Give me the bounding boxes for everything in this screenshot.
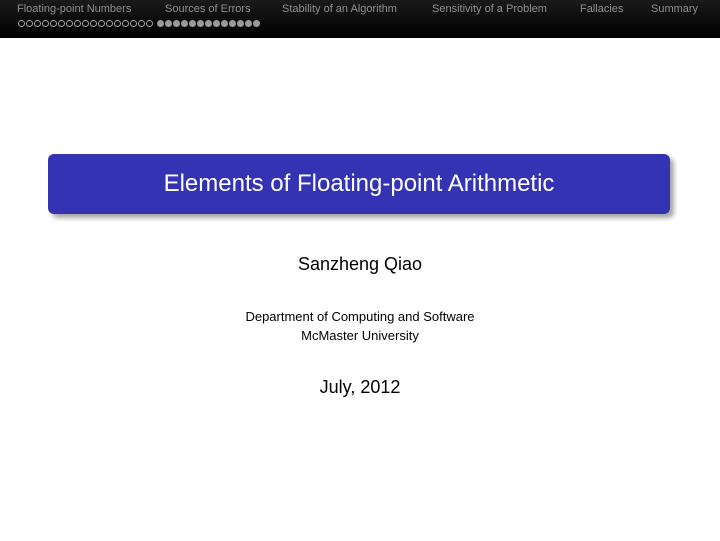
frame-dot[interactable]: [130, 20, 137, 27]
frame-dot[interactable]: [82, 20, 89, 27]
frame-dot[interactable]: [229, 20, 236, 27]
frame-dot[interactable]: [74, 20, 81, 27]
frame-dot[interactable]: [90, 20, 97, 27]
author-name: Sanzheng Qiao: [297, 254, 423, 274]
frame-dot[interactable]: [146, 20, 153, 27]
frame-dot[interactable]: [173, 20, 180, 27]
section-navigation: [0, 3, 720, 17]
frame-dot[interactable]: [221, 20, 228, 27]
frame-dot[interactable]: [197, 20, 204, 27]
frame-dot[interactable]: [157, 20, 164, 27]
nav-section-sensitivity-of-a-problem[interactable]: Sensitivity of a Problem: [432, 3, 547, 15]
frame-dot[interactable]: [50, 20, 57, 27]
frame-dot[interactable]: [138, 20, 145, 27]
frame-dot[interactable]: [34, 20, 41, 27]
frame-dot[interactable]: [98, 20, 105, 27]
nav-section-sources-of-errors[interactable]: Sources of Errors: [165, 3, 251, 15]
presentation-date: July, 2012: [319, 377, 401, 397]
frame-dot[interactable]: [114, 20, 121, 27]
frame-dot[interactable]: [213, 20, 220, 27]
nav-section-summary[interactable]: Summary: [651, 3, 699, 15]
frame-dot[interactable]: [245, 20, 252, 27]
frame-dot[interactable]: [26, 20, 33, 27]
title-block: [48, 154, 670, 214]
frame-dot[interactable]: [253, 20, 260, 27]
nav-section-floating-point-numbers[interactable]: Floating-point Numbers: [17, 3, 132, 15]
frame-progress-dots: [18, 18, 261, 28]
frame-dot[interactable]: [237, 20, 244, 27]
slide-title: Elements of Floating-point Arithmetic: [163, 170, 555, 197]
frame-dot[interactable]: [165, 20, 172, 27]
nav-section-fallacies[interactable]: Fallacies: [580, 3, 624, 15]
frame-dot[interactable]: [106, 20, 113, 27]
frame-dot[interactable]: [122, 20, 129, 27]
frame-dot[interactable]: [205, 20, 212, 27]
frame-dot[interactable]: [18, 20, 25, 27]
frame-dot[interactable]: [189, 20, 196, 27]
frame-dot[interactable]: [181, 20, 188, 27]
frame-dot[interactable]: [66, 20, 73, 27]
institute-department: Department of Computing and Software: [245, 309, 475, 324]
navigation-bar: [0, 0, 720, 38]
nav-section-stability-of-an-algorithm[interactable]: Stability of an Algorithm: [282, 3, 397, 15]
frame-dot[interactable]: [42, 20, 49, 27]
institute-university: McMaster University: [301, 328, 419, 343]
frame-dot[interactable]: [58, 20, 65, 27]
